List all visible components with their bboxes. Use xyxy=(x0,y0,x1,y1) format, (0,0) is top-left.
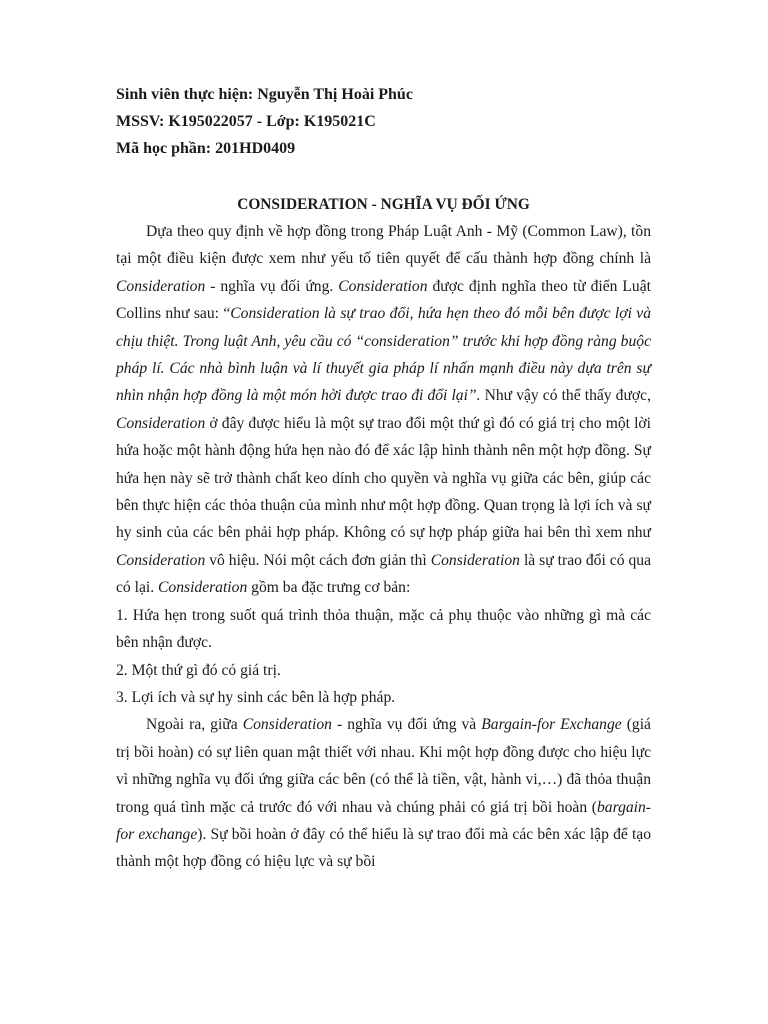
p2-text-3: (giá trị bồi hoàn) có sự liên quan mật thiết với nhau. Khi một hợp đồng được cho hiệu lực vì những nghĩa vụ đối ứng giữa các bên (có thể là tiền, vật, hành vi,…) đã thỏa thuận trong quá tình mặc cả trước đó với nhau và chúng phải có giá trị bồi hoàn ( xyxy=(116,716,651,816)
document-title: CONSIDERATION - NGHĨA VỤ ĐỐI ỨNG xyxy=(237,196,530,213)
document-body xyxy=(116,81,651,876)
p1-term-6: Consideration xyxy=(158,579,248,597)
paragraph-2 xyxy=(116,711,651,875)
course-code-line: Mã học phần: 201HD0409 xyxy=(116,140,296,157)
p2-term-3: bargain-for exchange xyxy=(116,798,651,843)
p1-term-5: Consideration xyxy=(430,551,520,569)
list-item: 1. Hứa hẹn trong suốt quá trình thỏa thuận, mặc cả phụ thuộc vào những gì mà các bên nhận được. xyxy=(116,606,651,652)
p1-term-4: Consideration xyxy=(116,551,206,569)
p1-term-2: Consideration xyxy=(338,277,428,295)
p2-text-1: Ngoài ra, giữa xyxy=(146,716,243,734)
p2-term-1: Consideration xyxy=(242,716,332,734)
p1-term-3: Consideration xyxy=(116,414,206,432)
p1-text-2: - nghĩa vụ đối ứng. xyxy=(205,277,339,295)
p1-text-8: gồm ba đặc trưng cơ bản: xyxy=(247,579,411,597)
p1-text-3: được định nghĩa theo từ điển Luật Collins như sau: “ xyxy=(116,277,651,323)
p1-quote: Consideration là sự trao đổi, hứa hẹn theo đó mỗi bên được lợi và chịu thiệt. Trong luật Anh, yêu cầu có “consideration” trước khi hợp đồng ràng buộc pháp lí. Các nhà bình luận và lí thuyết gia pháp lí nhấn mạnh điều này dựa trên sự nhìn nhận hợp đồng là một món hời được trao đi đổi lại”. xyxy=(116,305,651,405)
p1-text-5: ở đây được hiểu là một sự trao đổi một thứ gì đó có giá trị cho một lời hứa hoặc một hành động hứa hẹn nào đó để xác lập hình thành nên một hợp đồng. Sự hứa hẹn này sẽ trở thành chất keo dính cho quyền và nghĩa vụ giữa các bên, giúp các bên thực hiện các thỏa thuận của mình như một hợp đồng. Quan trọng là lợi ích và sự hy sinh của các bên phải hợp pháp. Không có sự hợp pháp giữa hai bên thì xem như xyxy=(116,414,651,542)
p1-text-6: vô hiệu. Nói một cách đơn giản thì xyxy=(205,551,431,569)
student-id-class-line: MSSV: K195022057 - Lớp: K195021C xyxy=(116,113,376,130)
p1-text-4: Như vậy có thể thấy được, xyxy=(480,387,651,405)
p1-text-7: là sự trao đổi có qua có lại. xyxy=(116,551,651,597)
list-item: 2. Một thứ gì đó có giá trị. xyxy=(116,661,281,679)
paragraph-1 xyxy=(116,218,651,602)
student-name-line: Sinh viên thực hiện: Nguyễn Thị Hoài Phúc xyxy=(116,86,413,103)
p1-text-1: Dựa theo quy định về hợp đồng trong Pháp Luật Anh - Mỹ (Common Law), tồn tại một điều kiện được xem như yếu tố tiên quyết để cấu thành hợp đồng chính là xyxy=(116,223,651,268)
p2-text-4: ). Sự bồi hoàn ở đây có thể hiểu là sự trao đổi mà các bên xác lập để tạo thành một hợp đồng có hiệu lực và sự bồi xyxy=(116,825,652,871)
p2-term-2: Bargain-for Exchange xyxy=(481,716,622,734)
p1-term-1: Consideration xyxy=(116,277,206,295)
list-item: 3. Lợi ích và sự hy sinh các bên là hợp pháp. xyxy=(116,688,396,706)
p2-text-2: - nghĩa vụ đối ứng và xyxy=(331,716,482,734)
